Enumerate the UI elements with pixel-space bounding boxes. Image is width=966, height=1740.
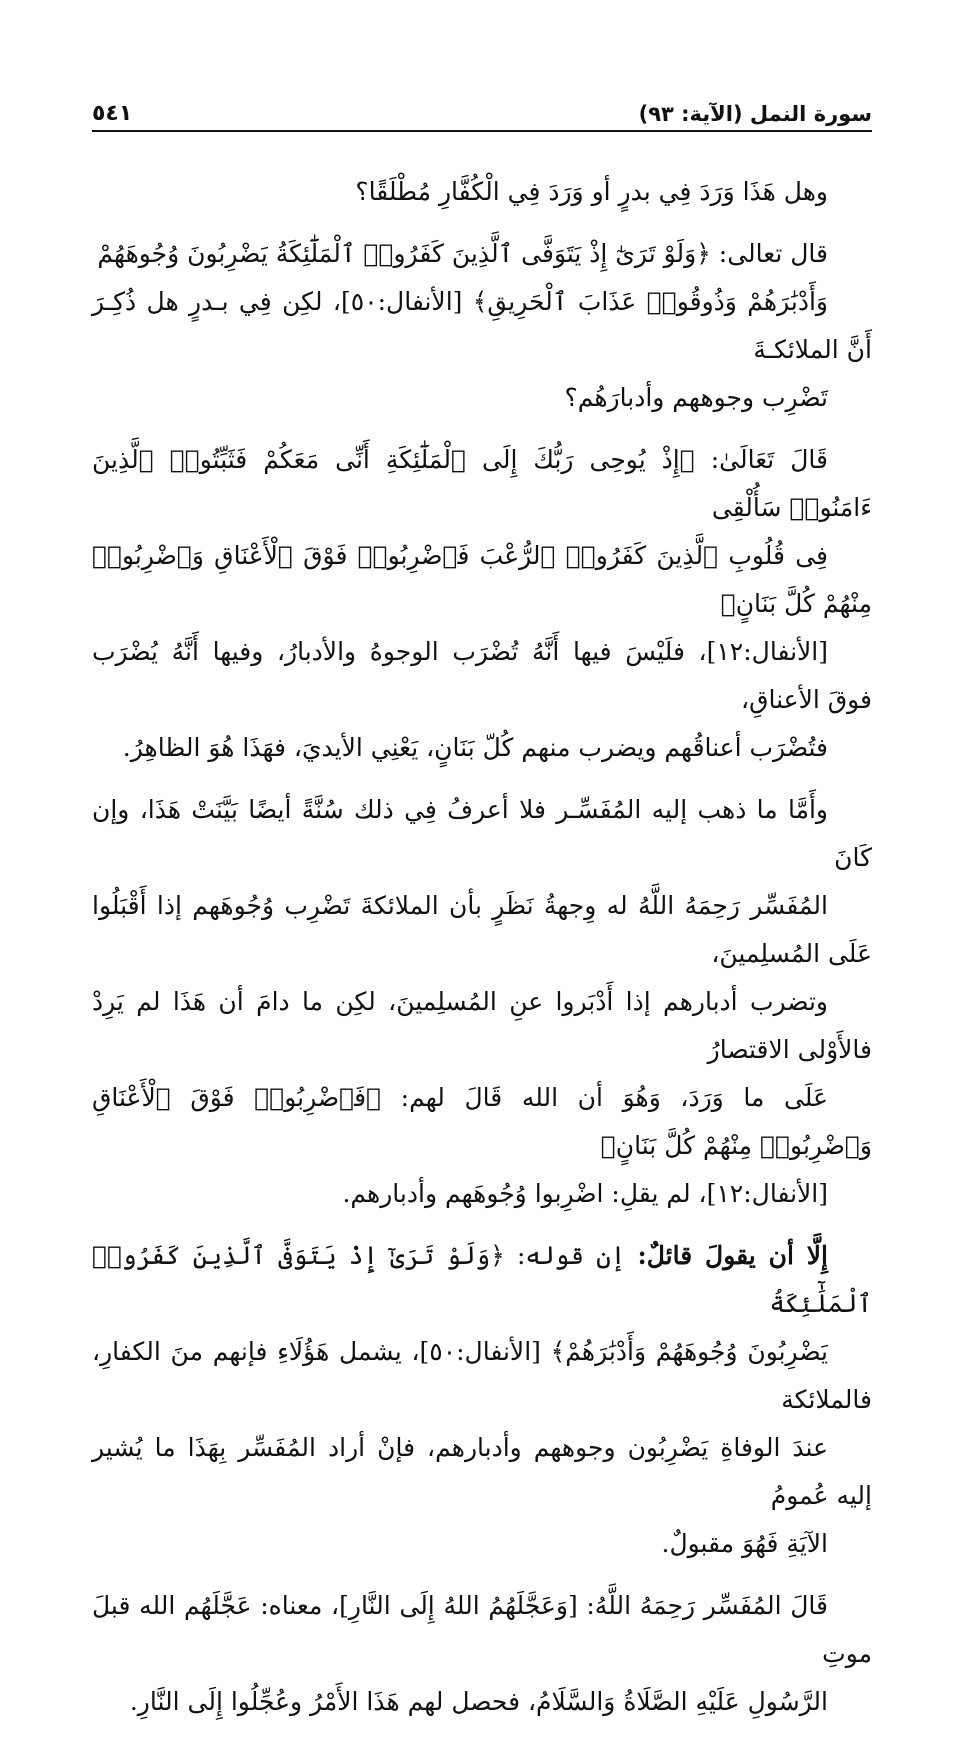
text-line: وأَمَّا ما ذهب إليه المُفَسِّـر فلا أعرفُ فِي ذلك سُنَّةً أيضًا بَيَّنَتْ هَذَا، وإن كَانَ xyxy=(92,795,872,872)
text-line: وتضرب أدبارهم إذا أَدْبَروا عنِ المُسلِمينَ، لكِن ما دامَ أن هَذَا لم يَرِدْ فالأَوْلى الاقتصارُ xyxy=(92,987,872,1064)
text-line: الرَّسُولِ عَلَيْهِ الصَّلَاةُ وَالسَّلَامُ، فحصل لهم هَذَا الأَمْرُ وعُجِّلُوا إِلَى النَّارِ. xyxy=(129,1687,828,1716)
text-line: قَالَ المُفَسِّر رَحِمَهُ اللَّهُ: [وَعَجَّلَهُمُ اللهُ إِلَى النَّارِ]، معناه: عَجَّلَهُم الله قبلَ موتِ xyxy=(92,1591,872,1668)
paragraph-1 xyxy=(92,168,872,216)
page-body xyxy=(92,168,872,1726)
text-segment: إن قوله: ﴿وَلَوْ تَرَىٰٓ إِذْ يَتَوَفَّى ٱلَّذِينَ كَفَرُوا۟ ٱلْمَلَٰٓئِكَةُ xyxy=(92,1241,872,1318)
paragraph-4 xyxy=(92,786,872,1218)
paragraph-6 xyxy=(92,1582,872,1726)
page-number: ٥٤١ xyxy=(92,101,133,126)
header-title: سورة النمل (الآية: ٩٣) xyxy=(638,102,872,126)
text-line: المُفَسِّر رَحِمَهُ اللَّهُ له وِجهةُ نَظَرٍ بأن الملائكةَ تَضْرِب وُجُوهَهم إذا أَقْبَلُوا عَلَى المُسلِمينَ، xyxy=(92,891,872,968)
document-page xyxy=(92,88,872,1740)
paragraph-3 xyxy=(92,436,872,772)
text-line: قال تعالى: ﴿وَلَوْ تَرَىٰٓ إِذْ يَتَوَفَّى ٱلَّذِينَ كَفَرُوا۟ ٱلْمَلَٰٓئِكَةُ يَضْرِبُونَ وُجُوهَهُمْ xyxy=(97,239,828,268)
text-line: فِى قُلُوبِ ٱلَّذِينَ كَفَرُوا۟ ٱلرُّعْبَ فَٱضْرِبُوا۟ فَوْقَ ٱلْأَعْنَاقِ وَٱضْرِبُوا۟ مِنْهُمْ كُلَّ بَنَانٍ﴾ xyxy=(92,541,872,618)
text-line: فتُضْرَب أعناقُهم ويضرب منهم كُلّ بَنَانٍ، يَعْنِي الأيديَ، فهَذَا هُوَ الظاهِرُ. xyxy=(122,733,828,762)
text-line: وَأَدْبَٰرَهُمْ وَذُوقُوا۟ عَذَابَ ٱلْحَرِيقِ﴾ [الأنفال:٥٠]، لكِن فِي بـدرٍ هل ذُكِـرَ أَنَّ الملائكـةَ xyxy=(92,287,872,364)
lead-phrase: إِلَّا أن يقولَ قائلٌ: xyxy=(637,1241,828,1270)
text-line: قَالَ تَعَالَىٰ: ﴿إِذْ يُوحِى رَبُّكَ إِلَى ٱلْمَلَٰٓئِكَةِ أَنِّى مَعَكُمْ فَثَبِّتُوا۟ ٱلَّذِينَ ءَامَنُوا۟ سَأُلْقِى xyxy=(92,445,872,522)
text-line: [الأنفال:١٢]، لم يقلِ: اضْرِبوا وُجُوهَهم وأدبارهم. xyxy=(342,1179,828,1208)
text-line: عندَ الوفاةِ يَضْرِبُون وجوههم وأدبارهم، فإنْ أراد المُفَسِّر بِهَذَا ما يُشير إليه عُمومُ xyxy=(92,1433,872,1510)
text-line: [الأنفال:١٢]، فلَيْسَ فيها أَنَّهُ تُضْرَب الوجوهُ والأدبارُ، وفيها أَنَّهُ يُضْرَب فوقَ الأعناقِ، xyxy=(92,637,872,714)
text-line: وهل هَذَا وَرَدَ فِي بدرٍ أو وَرَدَ فِي الْكُفَّارِ مُطْلَقًا؟ xyxy=(355,177,828,206)
page-header xyxy=(92,88,872,132)
text-line: تَضْرِب وجوههم وأدبارَهُم؟ xyxy=(564,383,828,412)
text-line: يَضْرِبُونَ وُجُوهَهُمْ وَأَدْبَٰرَهُمْ﴾ [الأنفال:٥٠]، يشمل هَؤُلَاءِ فإنهم منَ الكفارِ، فالملائكة xyxy=(92,1337,872,1414)
text-line: عَلَى ما وَرَدَ، وَهُوَ أن الله قَالَ لهم: ﴿فَٱضْرِبُوا۟ فَوْقَ ٱلْأَعْنَاقِ وَٱضْرِبُوا۟ مِنْهُمْ كُلَّ بَنَانٍ﴾ xyxy=(92,1083,872,1160)
text-line: الآيَةِ فَهُوَ مقبولٌ. xyxy=(661,1529,828,1558)
text-line xyxy=(92,1232,872,1328)
paragraph-5 xyxy=(92,1232,872,1568)
paragraph-2 xyxy=(92,230,872,422)
